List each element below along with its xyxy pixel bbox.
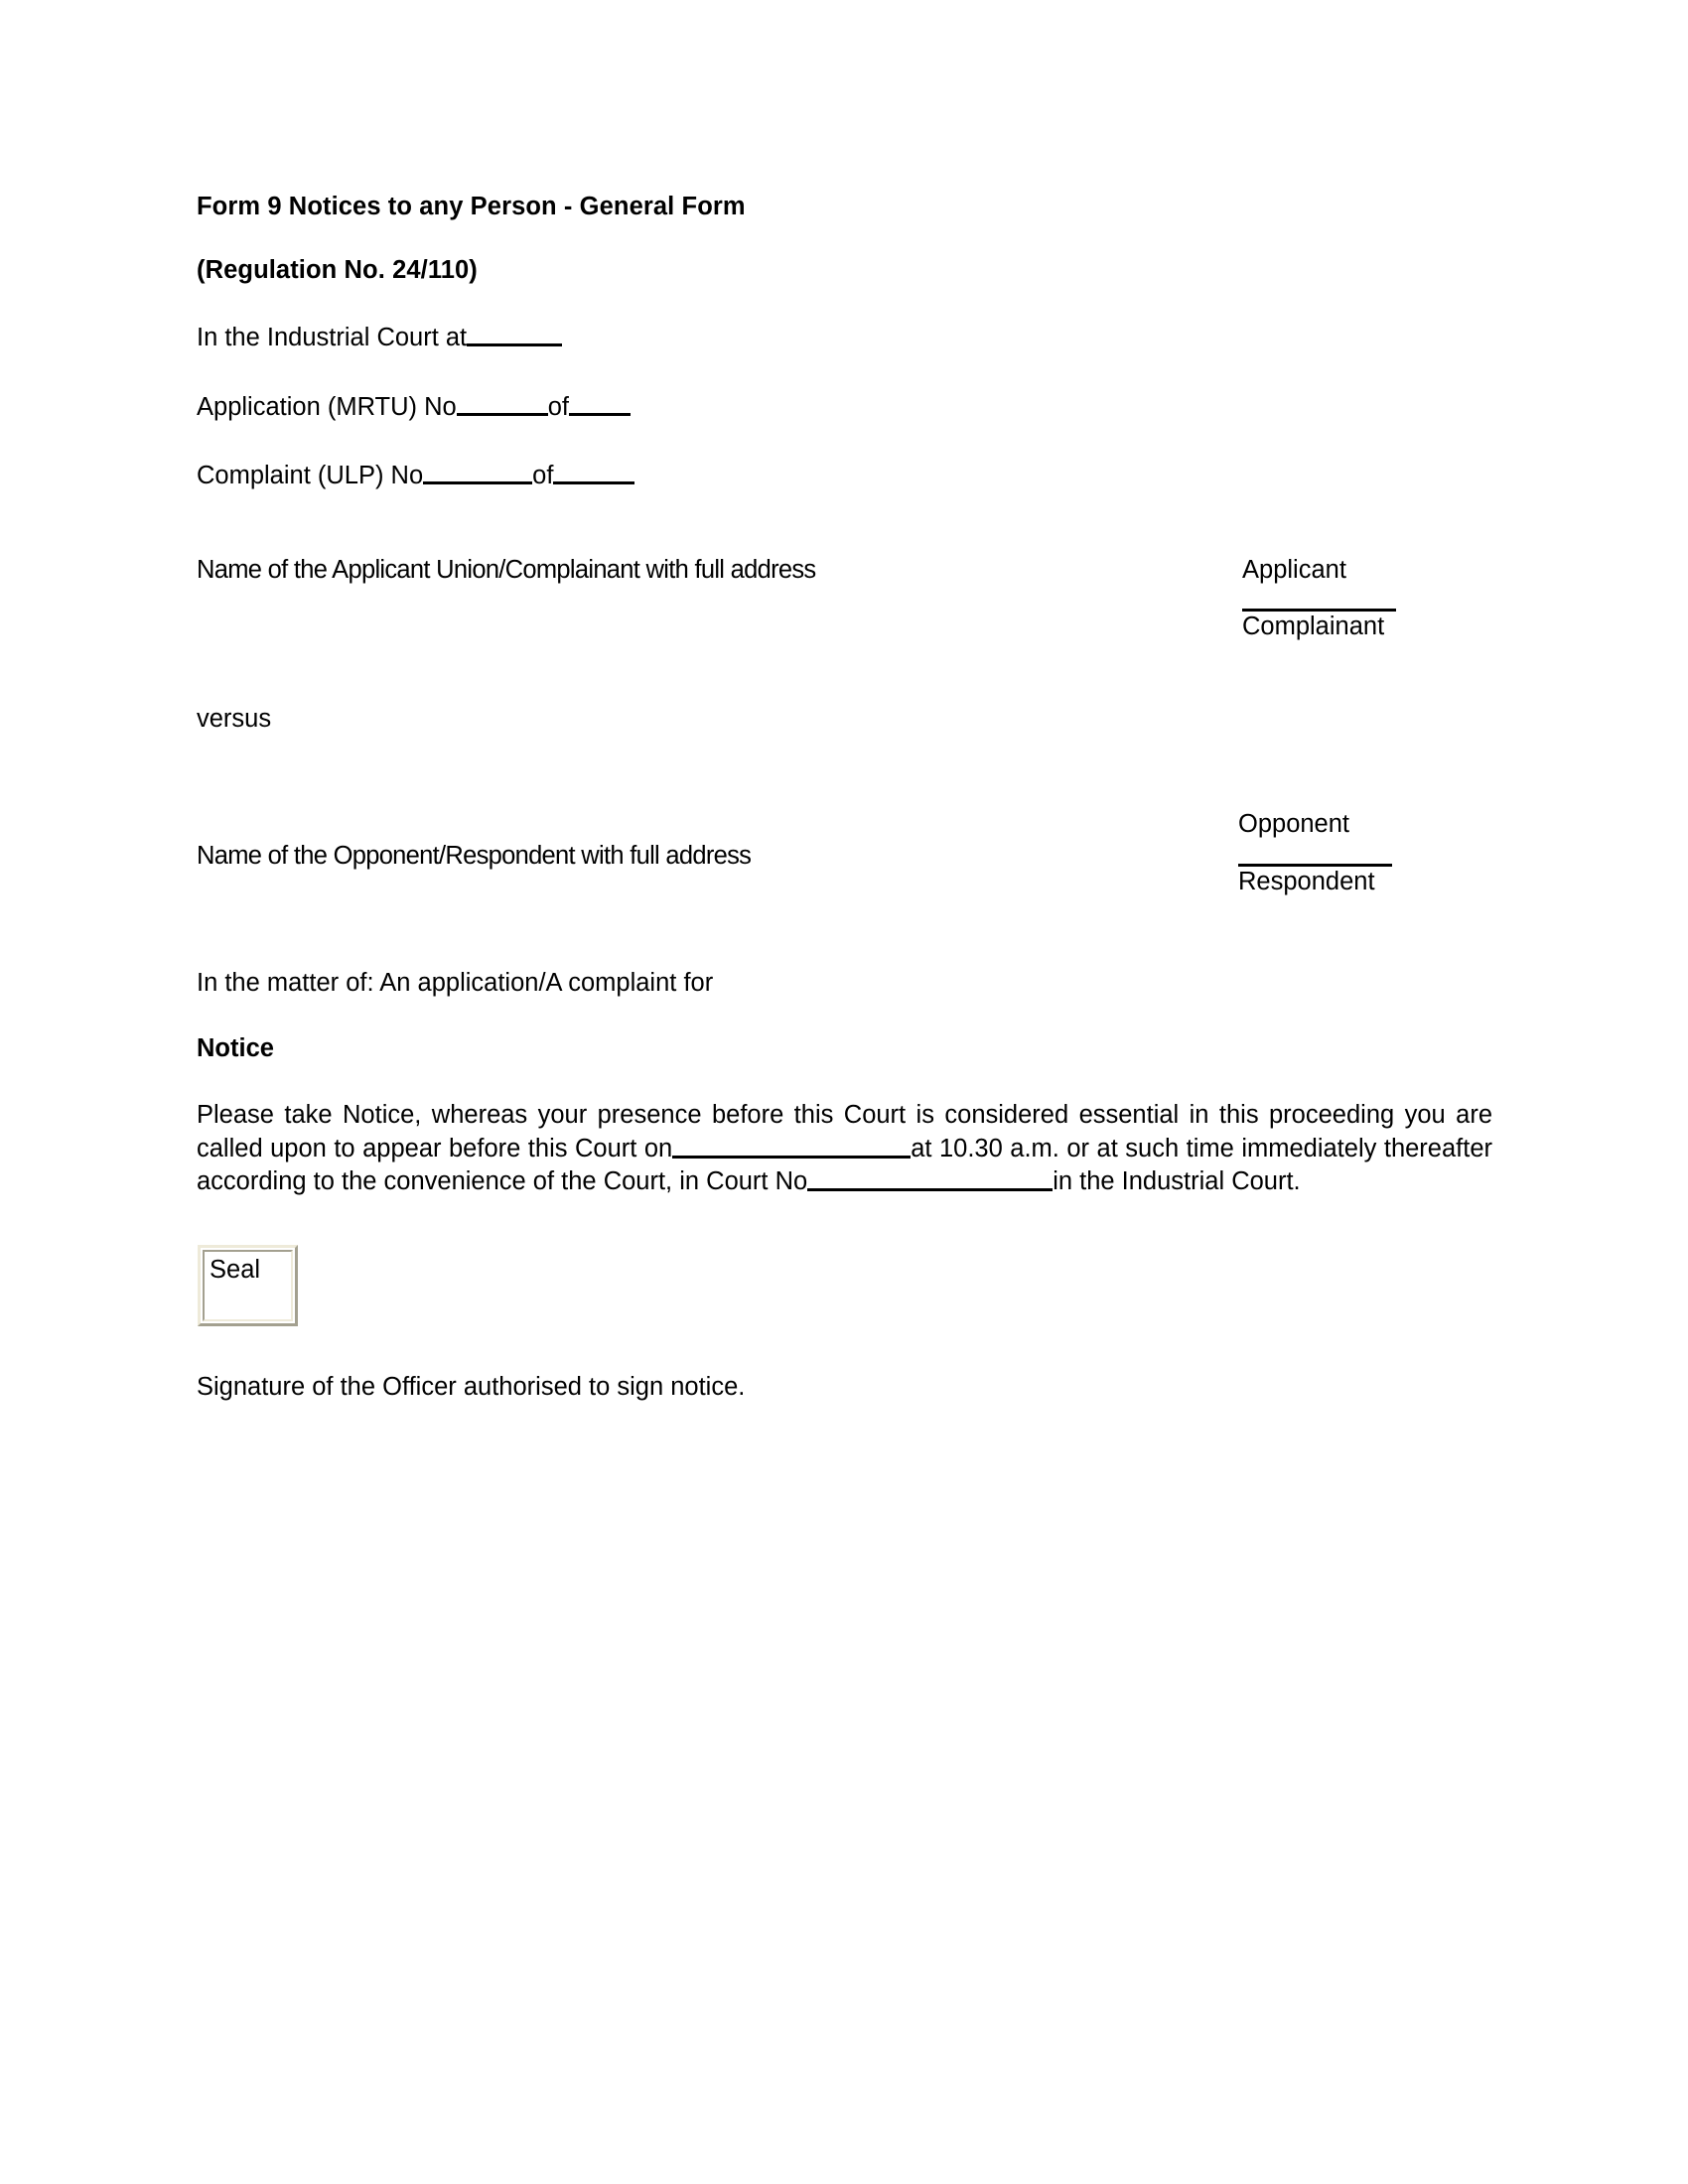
opponent-description (197, 844, 751, 870)
applicant-party-row (197, 555, 1497, 707)
respondent-role-label: Respondent (1238, 867, 1375, 895)
complaint-of-label: of (532, 462, 554, 489)
seal-area (198, 1245, 1497, 1326)
application-of-label: of (547, 392, 569, 421)
notice-body-paragraph (197, 1099, 1492, 1199)
application-number-blank[interactable] (457, 394, 548, 416)
opponent-party-row (197, 812, 1497, 971)
signature-instruction: Signature of the Officer authorised to sign notice. (197, 1372, 746, 1401)
court-location-line (197, 325, 1497, 351)
notice-body-part2: at 10.30 a.m. or at such time immediately thereafter according to the convenience of the Court, in Court No (197, 1134, 1493, 1196)
document-content (197, 195, 1497, 1400)
matter-line (197, 971, 1497, 997)
notice-heading: Notice (197, 1033, 274, 1062)
complainant-role-label: Complainant (1242, 613, 1385, 640)
regulation-subtitle: (Regulation No. 24/110) (197, 255, 478, 284)
complaint-number-label: Complaint (ULP) No (197, 462, 424, 489)
opponent-role-divider (1238, 864, 1392, 867)
court-location-label: In the Industrial Court at (197, 324, 468, 351)
versus-line (197, 704, 1497, 733)
complaint-number-blank[interactable] (423, 463, 532, 484)
page-title: Form 9 Notices to any Person - General Form (197, 193, 746, 220)
application-number-line (197, 394, 1497, 421)
matter-label: In the matter of: An application/A complaint for (197, 969, 714, 997)
notice-body-part1: Please take Notice, whereas your presence before this Court is considered essential in this proceeding you are called upon to appear before this Court on (197, 1101, 1492, 1162)
complaint-year-blank[interactable] (553, 463, 634, 484)
applicant-role-divider (1242, 609, 1396, 612)
versus-label: versus (197, 704, 272, 733)
applicant-description-text: Name of the Applicant Union/Complainant with full address (197, 555, 816, 584)
opponent-role-block (1238, 812, 1496, 894)
opponent-role-label: Opponent (1238, 810, 1350, 838)
seal-label: Seal (210, 1255, 261, 1284)
notice-body-part3: in the Industrial Court. (1053, 1167, 1301, 1196)
court-number-blank[interactable] (807, 1168, 1053, 1191)
court-location-blank[interactable] (467, 325, 562, 346)
seal-box (198, 1245, 298, 1326)
seal-box-inner (203, 1250, 293, 1321)
hearing-date-blank[interactable] (672, 1136, 911, 1159)
application-year-blank[interactable] (569, 394, 631, 416)
application-number-label: Application (MRTU) No (197, 392, 457, 421)
complaint-number-line (197, 463, 1497, 489)
applicant-role-block (1242, 555, 1500, 640)
opponent-description-text: Name of the Opponent/Respondent with full address (197, 842, 752, 870)
applicant-role-label: Applicant (1242, 555, 1346, 584)
